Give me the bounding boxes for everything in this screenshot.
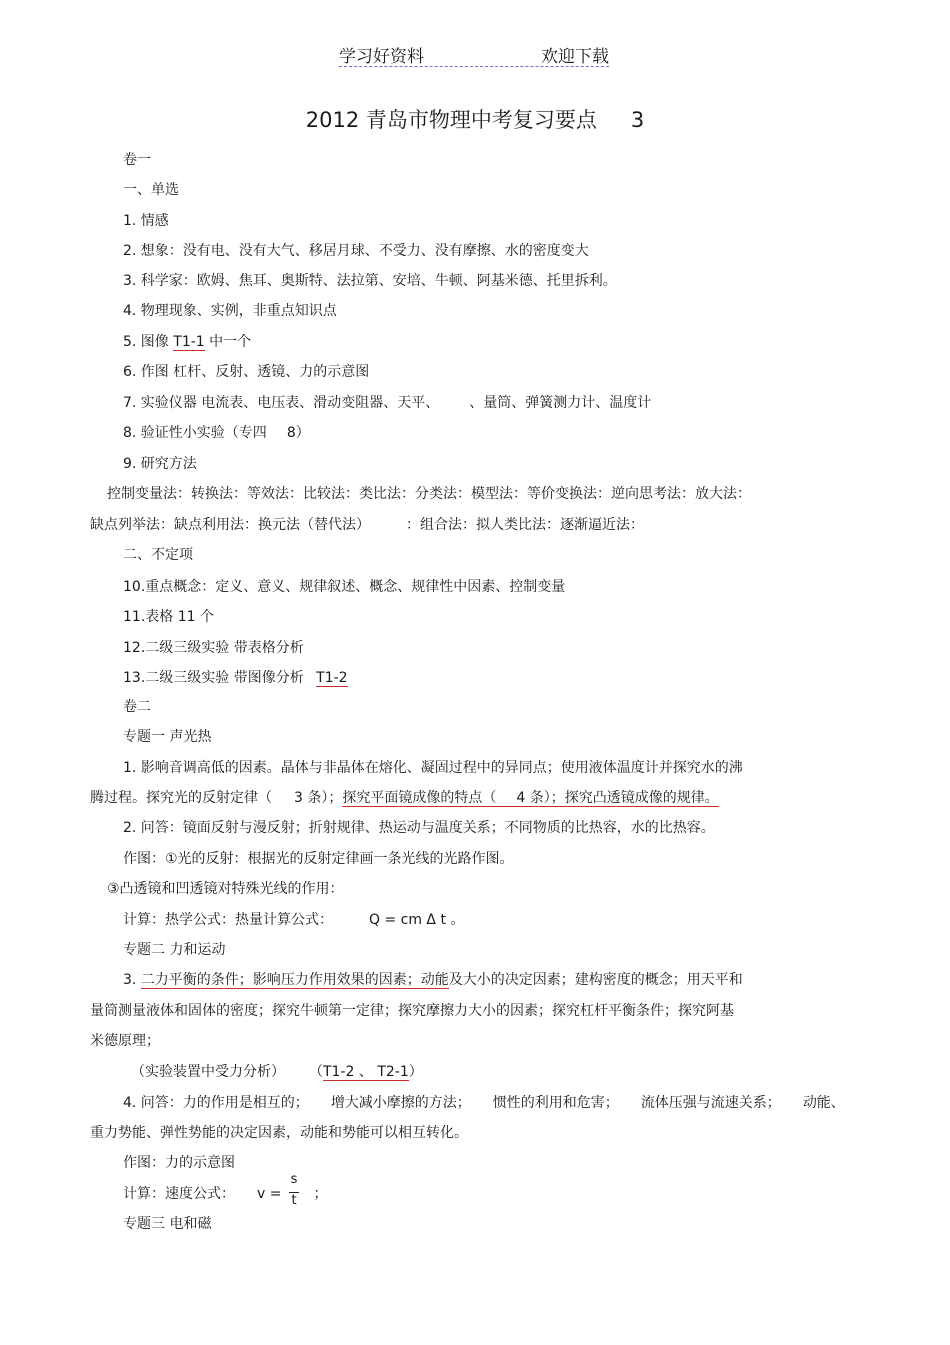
para-7-b: （	[309, 1064, 323, 1080]
para-6-line-2: 量筒测量液体和固体的密度；探究牛顿第一定律；探究摩擦力大小的因素；探究杠杆平衡条件；探究阿基	[90, 1003, 734, 1019]
para-7-ref: T1-2 、 T2-1	[323, 1064, 409, 1080]
para-1-b3: 探究平面镜成像的特点（	[342, 790, 497, 806]
para-5-formula: Q = cm Δ t 。	[369, 912, 465, 928]
item-4: 4. 物理现象、实例，非重点知识点	[123, 303, 337, 319]
para-9: 重力势能、弹性势能的决定因素，动能和势能可以相互转化。	[90, 1125, 468, 1141]
para-11-a: 计算：速度公式：	[123, 1186, 235, 1202]
topic-3: 专题三 电和磁	[123, 1216, 212, 1232]
para-4: ③凸透镜和凹透镜对特殊光线的作用：	[107, 881, 344, 897]
item-10: 10.重点概念：定义、意义、规律叙述、概念、规律性中因素、控制变量	[123, 579, 566, 595]
para-3: 作图：①光的反射：根据光的反射定律画一条光线的光路作图。	[123, 851, 514, 867]
para-8-d: 流体压强与流速关系；	[640, 1095, 781, 1111]
para-1-b4: 4 条）；探究凸透镜成像的规律。	[516, 790, 719, 806]
para-1-line-1: 1. 影响音调高低的因素。晶体与非晶体在熔化、凝固过程中的异同点；使用液体温度计并探究水的沸	[123, 760, 743, 776]
item-13-ref: T1-2	[316, 670, 348, 686]
para-1-b1: 腾过程。探究光的反射定律（	[90, 790, 272, 806]
para-7-a: （实验装置中受力分析）	[131, 1064, 285, 1080]
para-6-a3: 及大小的决定因素；建构密度的概念；用天平和	[448, 972, 743, 988]
para-8-c: 惯性的利用和危害；	[492, 1095, 619, 1111]
item-5	[123, 332, 251, 352]
methods-line-2	[90, 515, 644, 535]
para-11-formula-lhs: v =	[257, 1186, 282, 1202]
item-11: 11.表格 11 个	[123, 609, 214, 625]
para-2: 2. 问答：镜面反射与漫反射；折射规律、热运动与温度关系；不同物质的比热容，水的比热容。	[123, 820, 715, 836]
title-text: 2012 青岛市物理中考复习要点	[305, 108, 597, 132]
para-6-a2: 二力平衡的条件；影响压力作用效果的因素；动能	[140, 972, 449, 988]
para-5	[123, 910, 464, 930]
section-juan2: 卷二	[123, 699, 151, 715]
methods-line-2-b: ：组合法：拟人类比法：逐渐逼近法：	[406, 517, 644, 533]
item-12: 12.二级三级实验 带表格分析	[123, 640, 304, 656]
header-right: 欢迎下载	[541, 47, 609, 67]
para-7-d: ）	[408, 1064, 423, 1080]
item-13-a: 13.二级三级实验 带图像分析	[123, 670, 304, 686]
item-2: 2. 想象：没有电、没有大气、移居月球、不受力、没有摩擦、水的密度变大	[123, 243, 589, 259]
para-1-b2: 3 条）；	[294, 790, 343, 806]
para-6-line-1	[123, 970, 743, 990]
para-6-a1: 3.	[123, 972, 141, 988]
header-left: 学习好资料	[339, 47, 424, 67]
para-11-semicolon: ；	[313, 1186, 328, 1202]
item-1: 1. 情感	[123, 213, 169, 229]
fraction-denominator: t	[291, 1193, 297, 1208]
para-10: 作图：力的示意图	[123, 1155, 235, 1171]
item-5-label: 5. 图像	[123, 334, 169, 350]
page-title	[0, 104, 950, 134]
fraction-numerator: s	[290, 1172, 298, 1187]
item-7-a: 7. 实验仪器 电流表、电压表、滑动变阻器、天平、	[123, 395, 440, 411]
item-9: 9. 研究方法	[123, 456, 197, 472]
title-number: 3	[630, 108, 645, 132]
para-7	[131, 1062, 423, 1082]
item-8-a: 8. 验证性小实验（专四	[123, 425, 267, 441]
para-8-a: 4. 问答：力的作用是相互的；	[123, 1095, 309, 1111]
para-5-a: 计算：热学公式：热量计算公式：	[123, 912, 333, 928]
para-1-line-2	[90, 788, 719, 808]
item-8-b: 8）	[286, 425, 310, 441]
methods-line-2-a: 缺点列举法：缺点利用法：换元法（替代法）	[90, 517, 370, 533]
para-1-b-underlined	[342, 790, 718, 807]
item-8	[123, 423, 310, 443]
item-5-ref: T1-1	[173, 334, 205, 350]
item-13	[123, 668, 348, 688]
para-8-e: 动能、	[802, 1095, 845, 1111]
topic-1: 专题一 声光热	[123, 729, 212, 745]
item-3: 3. 科学家：欧姆、焦耳、奥斯特、法拉第、安培、牛顿、阿基米德、托里拆利。	[123, 273, 617, 289]
section-single-choice: 一、单选	[123, 182, 179, 198]
item-5-rest: 中一个	[209, 334, 252, 350]
topic-2: 专题二 力和运动	[123, 942, 226, 958]
item-7-b: 、量筒、弹簧测力计、温度计	[469, 395, 652, 411]
item-6: 6. 作图 杠杆、反射、透镜、力的示意图	[123, 364, 370, 380]
section-juan1: 卷一	[123, 152, 151, 168]
para-8-b: 增大减小摩擦的方法；	[330, 1095, 471, 1111]
page-header	[339, 40, 609, 67]
section-multi-choice: 二、不定项	[123, 547, 193, 563]
para-8	[123, 1093, 845, 1113]
methods-line-1: 控制变量法：转换法：等效法：比较法：类比法：分类法：模型法：等价变换法：逆向思考法：放大法：	[107, 486, 751, 502]
para-6-line-3: 米德原理；	[90, 1033, 160, 1049]
item-7	[123, 393, 651, 413]
